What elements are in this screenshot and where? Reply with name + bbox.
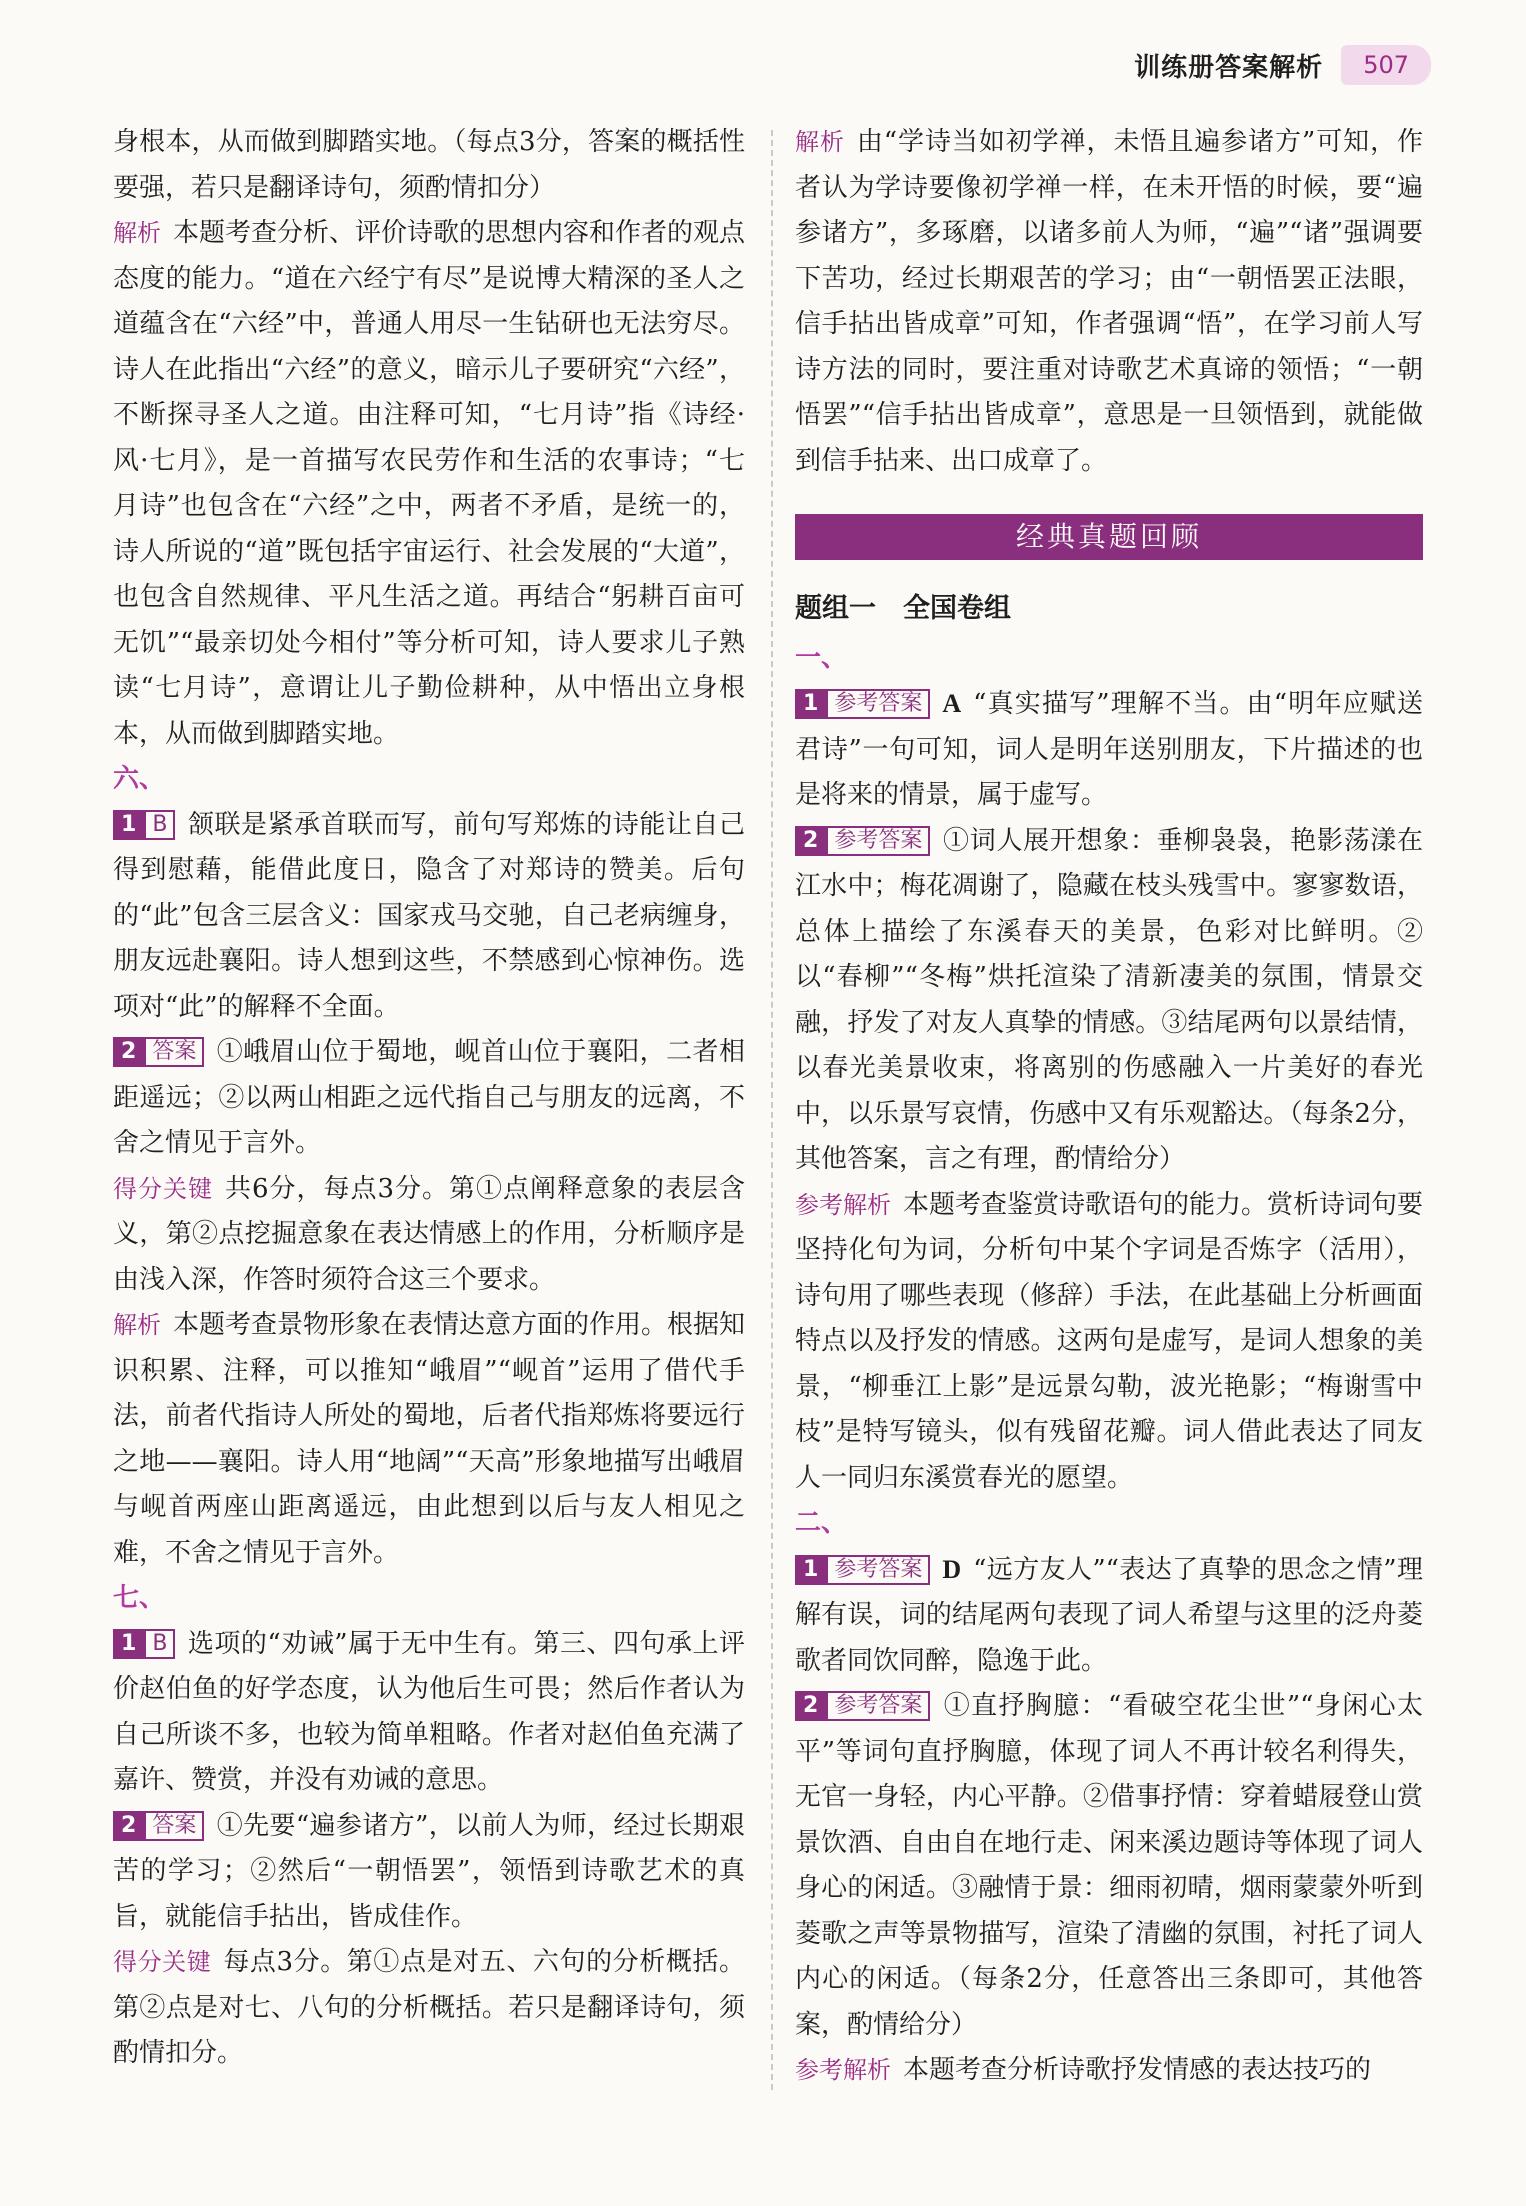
- question-number: 1: [795, 689, 826, 719]
- question-number: 1: [795, 1555, 826, 1585]
- analysis-paragraph: [795, 2048, 1423, 2094]
- question-number: 2: [795, 826, 826, 856]
- analysis-text: 本题考查分析诗歌抒发情感的表达技巧的: [903, 2055, 1372, 2085]
- answer-text: ①直抒胸臆：“看破空花尘世”“身闲心太平”等词句直抒胸臆，体现了词人不再计较名利得失，无官一身轻，内心平静。②借事抒情：穿着蜡屐登山赏景饮酒、自由自在地行走、闲来溪边题诗等体现了词人身心的闲适。③融情于景：细雨初晴，烟雨蒙蒙外听到菱歌之声等景物描写，渲染了清幽的氛围，衬托了词人内心的闲适。（每条2分，任意答出三条即可，其他答案，酌情给分）: [795, 1691, 1423, 2040]
- answer-tag: 参考答案: [826, 1555, 930, 1585]
- answer-text: ①先要“遍参诸方”，以前人为师，经过长期艰苦的学习；②然后“一朝悟罢”，领悟到诗歌艺术的真旨，就能信手拈出，皆成佳作。: [113, 1810, 745, 1932]
- answer-text: ①词人展开想象：垂柳袅袅，艳影荡漾在江水中；梅花凋谢了，隐藏在枝头残雪中。寥寥数语，总体上描绘了东溪春天的美景，色彩对比鲜明。②以“春柳”“冬梅”烘托渲染了清新凄美的氛围，情景交融，抒发了对友人真挚的情感。③结尾两句以景结情，以春光美景收束，将离别的伤感融入一片美好的春光中，以乐景写哀情，伤感中又有乐观豁达。（每条2分，其他答案，言之有理，酌情给分）: [795, 825, 1423, 1174]
- question-answer: [113, 1030, 745, 1167]
- question-answer: [113, 1804, 745, 1941]
- page-header: [1134, 40, 1431, 90]
- analysis-label: 解析: [113, 1311, 161, 1339]
- answer-tag: 参考答案: [826, 1691, 930, 1721]
- analysis-paragraph: [113, 211, 745, 757]
- section-heading: 六、: [113, 764, 166, 794]
- analysis-text: 本题考查分析、评价诗歌的思想内容和作者的观点态度的能力。“道在六经宁有尽”是说博大精深的圣人之道蕴含在“六经”中，普通人用尽一生钻研也无法穷尽。诗人在此指出“六经”的意义，暗示儿子要研究“六经”，不断探寻圣人之道。由注释可知，“七月诗”指《诗经·风·七月》，是一首描写农民劳作和生活的农事诗；“七月诗”也包含在“六经”之中，两者不矛盾，是统一的，诗人所说的“道”既包括宇宙运行、社会发展的“大道”，也包含自然规律、平凡生活之道。再结合“躬耕百亩可无饥”“最亲切处今相付”等分析可知，诗人要求儿子熟读“七月诗”，意谓让儿子勤俭耕种，从中悟出立身根本，从而做到脚踏实地。: [113, 218, 746, 749]
- analysis-label: 解析: [113, 219, 161, 247]
- answer-tag: 答案: [144, 1037, 204, 1067]
- answer-letter: B: [144, 810, 175, 840]
- answer-text: 颔联是紧承首联而写，前句写郑炼的诗能让自己得到慰藉，能借此度日，隐含了对郑诗的赞美。后句的“此”包含三层含义：国家戎马交驰，自己老病缠身，朋友远赴襄阳。诗人想到这些，不禁感到心惊神伤。选项对“此”的解释不全面。: [113, 809, 745, 1022]
- header-title: 训练册答案解析: [1134, 52, 1324, 83]
- question-number: 2: [795, 1691, 826, 1721]
- analysis-label: 参考解析: [795, 1190, 891, 1219]
- answer-letter: D: [942, 1554, 962, 1584]
- section-heading: 一、: [795, 642, 848, 673]
- section-banner: 经典真题回顾: [795, 514, 1423, 560]
- scoring-text: 共6分，每点3分。第①点阐释意象的表层含义，第②点挖掘意象在表达情感上的作用，分析顺序是由浅入深，作答时须符合这三个要求。: [113, 1173, 745, 1295]
- group-title: 题组一 全国卷组: [795, 593, 1011, 624]
- analysis-label: 解析: [795, 128, 845, 156]
- answer-letter: A: [942, 689, 962, 718]
- question-number: 1: [113, 810, 144, 840]
- analysis-text: 由“学诗当如初学禅，未悟且遍参诸方”可知，作者认为学诗要像初学禅一样，在未开悟的时候，要“遍参诸方”，多琢磨，以诸多前人为师，“遍”“诸”强调要下苦功，经过长期艰苦的学习；由“一朝悟罢正法眼，信手拈出皆成章”可知，作者强调“悟”，在学习前人写诗方法的同时，要注重对诗歌艺术真谛的领悟；“一朝悟罢”“信手拈出皆成章”，意思是一旦领悟到，就能做到信手拈来、出口成章了。: [795, 127, 1424, 476]
- question-number: 2: [113, 1037, 144, 1067]
- answer-tag: 答案: [144, 1811, 204, 1841]
- question-answer: [795, 1547, 1423, 1685]
- scoring-text: 每点3分。第①点是对五、六句的分析概括。第②点是对七、八句的分析概括。若只是翻译诗句，须酌情扣分。: [113, 1947, 745, 2068]
- question-answer: [113, 803, 745, 1031]
- analysis-paragraph: [113, 1303, 745, 1576]
- answer-text: “真实描写”理解不当。由“明年应赋送君诗”一句可知，词人是明年送别朋友，下片描述的也是将来的情景，属于虚写。: [795, 689, 1423, 810]
- left-column: [113, 120, 745, 2077]
- section-heading: 七、: [113, 1583, 166, 1613]
- answer-text: “远方友人”“表达了真挚的思念之情”理解有误，词的结尾两句表现了词人希望与这里的泛舟菱歌者同饮同醉，隐逸于此。: [795, 1554, 1423, 1676]
- page-number: 507: [1341, 45, 1431, 85]
- answer-tag: 参考答案: [826, 689, 930, 719]
- answer-text: 选项的“劝诫”属于无中生有。第三、四句承上评价赵伯鱼的好学态度，认为他后生可畏；然后作者认为自己所谈不多，也较为简单粗略。作者对赵伯鱼充满了嘉许、赞赏，并没有劝诫的意思。: [113, 1628, 745, 1795]
- question-answer: [113, 1622, 745, 1804]
- analysis-text: 本题考查景物形象在表情达意方面的作用。根据知识积累、注释，可以推知“峨眉”“岘首”运用了借代手法，前者代指诗人所处的蜀地，后者代指郑炼将要远行之地——襄阳。诗人用“地阔”“天高”形象地描写出峨眉与岘首两座山距离遥远，由此想到以后与友人相见之难，不舍之情见于言外。: [113, 1310, 746, 1568]
- analysis-text: 本题考查鉴赏诗歌语句的能力。赏析诗词句要坚持化句为词，分析句中某个字词是否炼字（活用），诗句用了哪些表现（修辞）手法，在此基础上分析画面特点以及抒发的情感。这两句是虚写，是词人想象的美景，“柳垂江上影”是远景勾勒，波光艳影；“梅谢雪中枝”是特写镜头，似有残留花瓣。词人借此表达了同友人一同归东溪赏春光的愿望。: [795, 1189, 1424, 1493]
- question-answer: [795, 681, 1423, 819]
- answer-letter: B: [144, 1629, 175, 1659]
- answer-text: ①峨眉山位于蜀地，岘首山位于襄阳，二者相距遥远；②以两山相距之远代指自己与朋友的远离，不舍之情见于言外。: [113, 1037, 745, 1158]
- question-answer: [795, 1684, 1423, 2048]
- paragraph: 身根本，从而做到脚踏实地。（每点3分，答案的概括性要强，若只是翻译诗句，须酌情扣分）: [113, 127, 745, 203]
- scoring-label: 得分关键: [113, 1174, 213, 1203]
- column-divider: [771, 130, 773, 2090]
- right-column: [795, 120, 1423, 2094]
- question-number: 1: [113, 1629, 144, 1659]
- question-number: 2: [113, 1811, 144, 1841]
- scoring-paragraph: [113, 1167, 745, 1304]
- scoring-label: 得分关键: [113, 1948, 212, 1976]
- question-answer: [795, 819, 1423, 1183]
- analysis-paragraph: [795, 1183, 1423, 1502]
- scoring-paragraph: [113, 1940, 745, 2077]
- section-heading: 二、: [795, 1508, 848, 1538]
- analysis-label: 参考解析: [795, 2056, 891, 2084]
- analysis-paragraph: [795, 120, 1423, 484]
- answer-tag: 参考答案: [826, 826, 930, 856]
